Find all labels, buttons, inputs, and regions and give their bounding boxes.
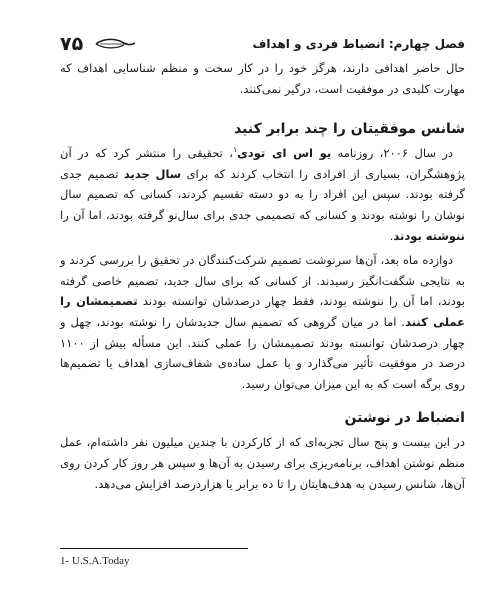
paragraph: در سال ۲۰۰۶، روزنامه یو اس ای تودی$^۱$، تحقیقی را منتشر کرد که در آن پژوهشگران، بسیاری از افرادی را انتخاب کردند که برای سال جدید تصمیم جدی گرفته بودند. سپس این افراد را به دو دسته تقسیم کردند، کسانی که تصمیم سال نوشان را نوشته بودند و کسانی که تصمیمی جدی برای سال‌نو گرفته بودند، اما آن را ننوشته بودند.	[60, 145, 465, 243]
paragraph: دوازده ماه بعد، آن‌ها سرنوشت تصمیم شرکت‌کنندگان در تحقیق را بررسی کردند و به نتایجی شگفت‌انگیز رسیدند. از کسانی که برای سال جدید، تصمیم خاصی گرفته بودند، اما آن را ننوشته بودند، فقط چهار درصدشان توانسته بودند تصمیمشان را عملی کنند. اما در میان گروهی که تصمیم سال جدیدشان را نوشته بودند، چهل و چهار درصدشان توانسته بودند تصمیمشان را عملی کنند. این مسأله بیش از ۱۱۰۰ درصد در موفقیت تأثیر می‌گذارد و با عمل ساده‌ی شفاف‌سازی اهداف یا تصمیم‌ها روی برگه است که به این میزان می‌توان رسید.	[60, 253, 465, 391]
running-header	[60, 33, 465, 55]
ornament-flourish-icon	[94, 37, 136, 51]
footnote: 1- U.S.A.Today	[60, 555, 130, 567]
running-title: فصل چهارم: انضباط فردی و اهداف	[252, 37, 465, 51]
section-heading: شانس موفقیتان را چند برابر کنید	[234, 121, 465, 138]
paragraph: در این بیست و پنج سال تجربه‌ای که از کارکردن با چندین میلیون نفر داشته‌ام، عمل منظم نوشتن اهداف، برنامه‌ریزی برای رسیدن به آن‌ها و سپس هر روز کار کردن روی آن‌ها، شانس رسیدن به هدف‌هایتان را تا ده برابر یا هزاردرصد افزایش می‌دهد.	[60, 435, 465, 491]
footnote-divider	[60, 548, 248, 549]
intro-paragraph: حال حاضر اهدافی دارند، هرگز خود را در کار سخت و منظم شناسایی اهداف که مهارت کلیدی در موفقیت است، درگیر نمی‌کنند.	[60, 61, 465, 96]
page-number: ۷۵	[60, 33, 84, 55]
body-text	[60, 58, 465, 494]
section-heading: انضباط در نوشتن	[344, 410, 465, 427]
footnote-marker: ۱	[232, 145, 238, 155]
